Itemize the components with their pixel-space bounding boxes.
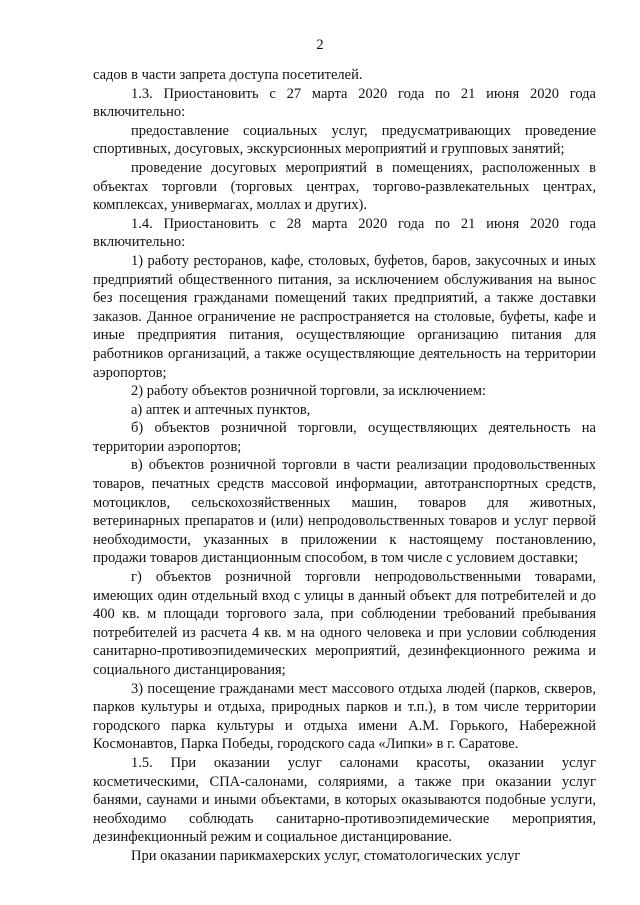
paragraph-item-2-retail: 2) работу объектов розничной торговли, за исключением: <box>131 383 487 400</box>
paragraph-hairdressing: При оказании парикмахерских услуг, стоматологических услуг <box>131 847 521 864</box>
paragraph-item-2b-airports: б) объектов розничной торговли, осуществляющих деятельность на территории аэропортов; <box>93 420 596 455</box>
paragraph-item-2g-nonfood-retail: г) объектов розничной торговли непродовольственными товарами, имеющих один отдельный вход с улицы в данный объект для потребителей и до 400 кв. м площади торгового зала, при соблюдении требований пребывания потребителей из расчета 4 кв. м на одного человека и при условии соблюдения санитарно-противоэпидемических мероприятий, дезинфекционного режима и социального дистанцирования; <box>93 569 596 678</box>
paragraph-item-2v-food-retail: в) объектов розничной торговли в части реализации продовольственных товаров, печатных средств массовой информации, автотранспортных средств, мотоциклов, сельскохозяйственных машин, товаров для животных, ветеринарных препаратов и (или) непродовольственных товаров и услуг первой необходимости, указанных в приложении к настоящему постановлению, продажи товаров дистанционным способом, в том числе с условием доставки; <box>93 457 596 567</box>
paragraph-social-services: предоставление социальных услуг, предусматривающих проведение спортивных, досуговых, экскурсионных мероприятий и групповых занятий; <box>93 122 596 158</box>
document-body <box>93 66 596 866</box>
page-number: 2 <box>316 37 324 53</box>
paragraph-1-3: 1.3. Приостановить с 27 марта 2020 года по 21 июня 2020 года включительно: <box>93 85 596 121</box>
paragraph-1-5: 1.5. При оказании услуг салонами красоты, оказании услуг косметическими, СПА-салонами, соляриями, а также при оказании услуг банями, саунами и иными объектами, в которых оказываются подобные услуги, необходимо соблюдать санитарно-противоэпидемические мероприятия, дезинфекционный режим и социальное дистанцирование. <box>93 754 596 846</box>
paragraph-item-1-catering: 1) работу ресторанов, кафе, столовых, буфетов, баров, закусочных и иных предприятий общественного питания, за исключением обслуживания на вынос без посещения гражданами помещений таких предприятий, а также доставки заказов. Данное ограничение не распространяется на столовые, буфеты, кафе и иные предприятия питания, осуществляющие организацию питания для работников организаций, а также осуществляющие деятельность на территории аэропортов; <box>93 252 596 381</box>
paragraph-item-3-parks: 3) посещение гражданами мест массового отдыха людей (парков, скверов, парков культуры и отдыха, природных парков и т.п.), в том числе территории городского парка культуры и отдыха имени А.М. Горького, Набережной Космонавтов, Парка Победы, городского сада «Липки» в г. Саратове. <box>93 680 596 753</box>
paragraph-1-4: 1.4. Приостановить с 28 марта 2020 года по 21 июня 2020 года включительно: <box>93 215 596 251</box>
paragraph-continuation: садов в части запрета доступа посетителей. <box>93 67 363 83</box>
paragraph-item-2a-pharmacies: а) аптек и аптечных пунктов, <box>131 401 311 418</box>
paragraph-leisure-events: проведение досуговых мероприятий в помещениях, расположенных в объектах торговли (торговых центрах, торгово-развлекательных центрах, комплексах, универмагах, моллах и других). <box>93 159 596 214</box>
